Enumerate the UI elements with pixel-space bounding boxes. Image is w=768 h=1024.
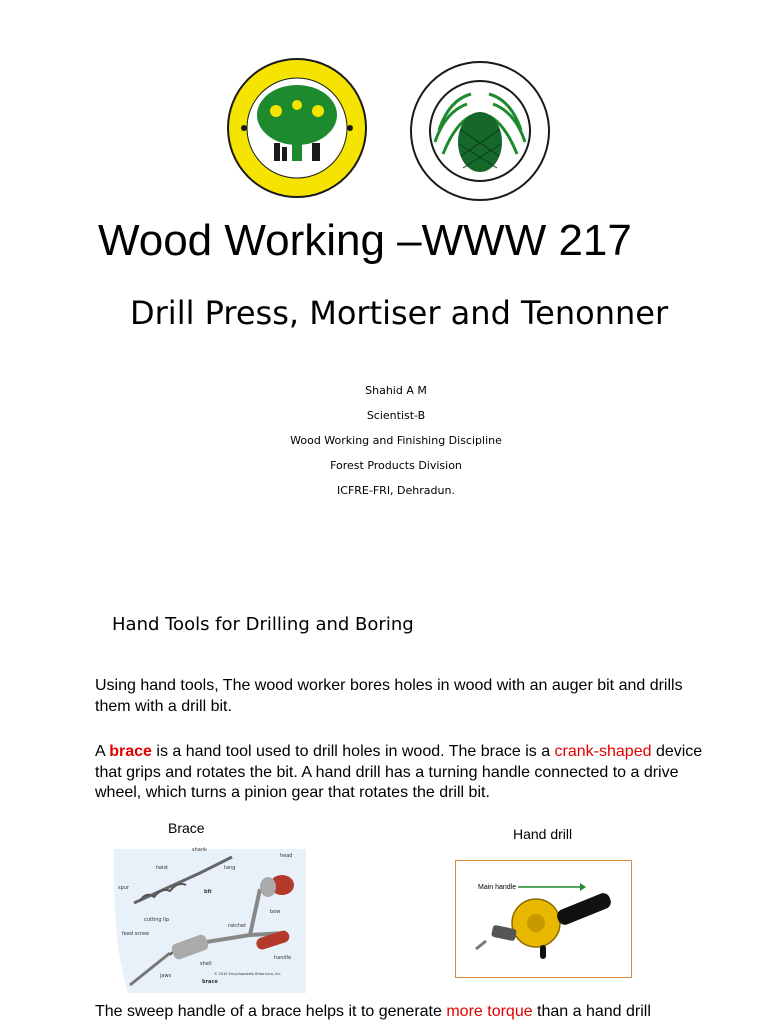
paragraph-brace (95, 742, 715, 804)
label-brace: brace (202, 979, 218, 985)
page-title: Wood Working –WWW 217 (98, 216, 632, 265)
paragraph-intro: Using hand tools, The wood worker bores holes in wood with an auger bit and drills them with a drill bit. (95, 677, 683, 715)
paragraph-torque-text-1: The sweep handle of a brace helps it to generate (95, 1003, 447, 1020)
paragraph-torque-text-2: than a hand drill (532, 1003, 651, 1020)
section-heading: Hand Tools for Drilling and Boring (112, 614, 414, 635)
paragraph-brace-text-2: is a hand tool used to drill holes in wood. The brace is a (151, 743, 555, 760)
hand-drill-caption: Hand drill (513, 826, 573, 842)
paragraph-torque (95, 1002, 715, 1023)
label-head: head (280, 853, 293, 859)
brace-drawing-icon (110, 843, 306, 995)
label-twist: twist (156, 865, 169, 871)
label-jaws: jaws (160, 973, 172, 979)
brace-illustration (110, 843, 306, 995)
label-bit: bit (204, 889, 212, 895)
label-handle: handle (274, 955, 292, 961)
label-ratchet: ratchet (228, 923, 247, 929)
paragraph-brace-text-1: A (95, 743, 110, 760)
label-spur: spur (118, 885, 130, 891)
author-division: Forest Products Division (330, 459, 462, 472)
label-cutting-lip: cutting lip (144, 917, 170, 923)
icfre-seal-icon (226, 57, 368, 199)
term-crank-shaped: crank-shaped (554, 743, 652, 760)
author-institute: ICFRE-FRI, Dehradun. (337, 484, 455, 497)
fri-seal-icon (409, 60, 551, 202)
page-subtitle: Drill Press, Mortiser and Tenonner (130, 294, 669, 332)
author-designation: Scientist-B (366, 409, 426, 422)
paragraph-brace-text-3: device that grips and rotates the bit. A hand drill has a turning handle connected to a drive wheel, which turns a pinion gear that rotates the drill bit. (95, 743, 703, 801)
label-main-handle: Main handle (478, 884, 517, 891)
label-feed-screw: feed screw (122, 931, 150, 937)
author-name: Shahid A M (365, 384, 427, 397)
label-shank: shank (192, 847, 207, 853)
fri-logo (409, 60, 551, 202)
label-tang: tang (224, 865, 236, 871)
britannica-credit: © 2010 Encyclopaedia Britannica, Inc. (214, 972, 282, 976)
brace-caption: Brace (168, 820, 205, 836)
term-brace: brace (109, 743, 152, 760)
term-more-torque: more torque (446, 1003, 533, 1020)
hand-drill-illustration (455, 860, 632, 978)
label-bow: bow (270, 909, 281, 915)
hand-drill-drawing-icon (456, 861, 631, 977)
author-block (0, 378, 768, 503)
label-shell: shell (200, 961, 212, 967)
icfre-logo (226, 57, 368, 199)
author-discipline: Wood Working and Finishing Discipline (290, 434, 502, 447)
